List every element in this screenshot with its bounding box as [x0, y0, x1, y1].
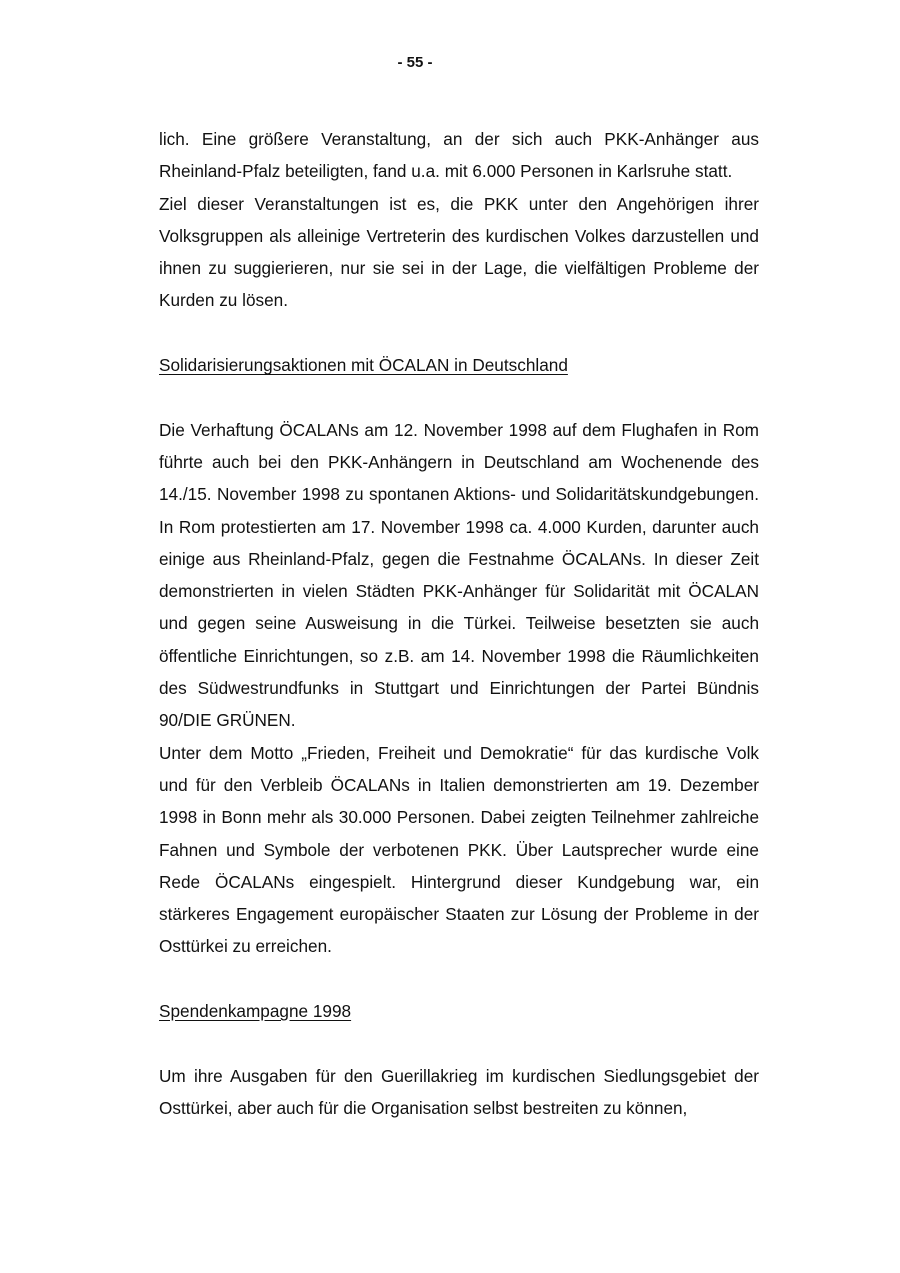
paragraph-1: lich. Eine größere Veranstaltung, an der sich auch PKK-Anhänger aus Rheinland-Pfalz beteiligten, fand u.a. mit 6.000 Personen in Karlsruhe statt.	[159, 129, 759, 182]
page-number: - 55 -	[397, 54, 433, 71]
page-body	[159, 123, 759, 1124]
paragraph-2: Ziel dieser Veranstaltungen ist es, die PKK unter den Angehörigen ihrer Volksgruppen als alleinige Vertreterin des kurdischen Volkes darzustellen und ihnen zu suggierieren, nur sie sei in der Lage, die vielfältigen Probleme der Kurden zu lösen.	[159, 193, 759, 311]
spacer	[159, 1027, 759, 1059]
spacer	[159, 963, 759, 995]
paragraph-4: Unter dem Motto „Frieden, Freiheit und Demokratie“ für das kurdische Volk und für den Verbleib ÖCALANs in Italien demonstrierten am 19. Dezember 1998 in Bonn mehr als 30.000 Personen. Dabei zeigten Teilnehmer zahlreiche Fahnen und Symbole der verbotenen PKK. Über Lautsprecher wurde eine Rede ÖCALANs eingespielt. Hintergrund dieser Kundgebung war, ein stärkeres Engagement europäischer Staaten zur Lösung der Probleme in der Osttürkei zu erreichen.	[159, 742, 759, 957]
section-heading-donations: Spendenkampagne 1998	[159, 1001, 352, 1022]
paragraph-5: Um ihre Ausgaben für den Guerillakrieg im kurdischen Siedlungsgebiet der Osttürkei, aber auch für die Organisation selbst bestreiten zu können,	[159, 1065, 759, 1118]
section-heading-solidarity: Solidarisierungsaktionen mit ÖCALAN in Deutschland	[159, 355, 568, 376]
spacer	[159, 381, 759, 413]
spacer	[159, 317, 759, 349]
paragraph-3: Die Verhaftung ÖCALANs am 12. November 1998 auf dem Flughafen in Rom führte auch bei den PKK-Anhängern in Deutschland am Wochenende des 14./15. November 1998 zu spontanen Aktions- und Solidaritätskundgebungen. In Rom protestierten am 17. November 1998 ca. 4.000 Kurden, darunter auch einige aus Rheinland-Pfalz, gegen die Festnahme ÖCALANs. In dieser Zeit demonstrierten in vielen Städten PKK-Anhänger für Solidarität mit ÖCALAN und gegen seine Ausweisung in die Türkei. Teilweise besetzten sie auch öffentliche Einrichtungen, so z.B. am 14. November 1998 die Räumlichkeiten des Südwestrundfunks in Stuttgart und Einrichtungen der Partei Bündnis 90/DIE GRÜNEN.	[159, 419, 759, 731]
